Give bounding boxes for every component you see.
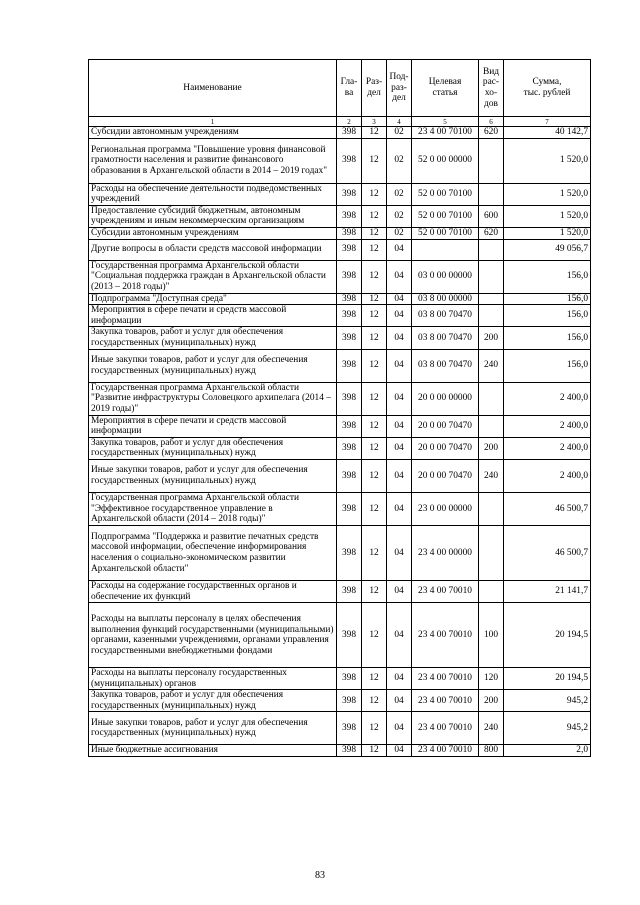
table-row <box>89 138 591 183</box>
cell-amount: 21 141,7 <box>504 580 591 602</box>
cell-target-article: 03 8 00 00000 <box>412 293 479 305</box>
cell-razdel: 12 <box>362 205 387 227</box>
cell-amount: 46 500,7 <box>504 525 591 580</box>
cell-name: Субсидии автономным учреждениям <box>89 127 337 139</box>
column-number-row <box>89 117 591 127</box>
cell-amount: 20 194,5 <box>504 603 591 668</box>
cell-target-article: 20 0 00 70470 <box>412 437 479 459</box>
cell-podrazdel: 04 <box>387 459 412 492</box>
cell-razdel: 12 <box>362 525 387 580</box>
header-razdel: Раз- дел <box>362 60 387 117</box>
cell-target-article: 20 0 00 70470 <box>412 415 479 437</box>
cell-glava: 398 <box>337 327 362 349</box>
table-row <box>89 127 591 139</box>
table-row <box>89 382 591 415</box>
cell-podrazdel: 04 <box>387 415 412 437</box>
cell-name: Другие вопросы в области средств массовой информации <box>89 239 337 260</box>
cell-expense-type: 620 <box>479 127 504 139</box>
cell-amount: 156,0 <box>504 293 591 305</box>
cell-glava: 398 <box>337 525 362 580</box>
cell-podrazdel: 02 <box>387 227 412 239</box>
cell-glava: 398 <box>337 183 362 205</box>
cell-expense-type <box>479 580 504 602</box>
cell-amount: 1 520,0 <box>504 227 591 239</box>
cell-razdel: 12 <box>362 690 387 712</box>
table-row <box>89 349 591 382</box>
cell-amount: 49 056,7 <box>504 239 591 260</box>
cell-expense-type <box>479 525 504 580</box>
cell-name: Государственная программа Архангельской области "Развитие инфраструктуры Соловецкого архипелага (2014 – 2019 годы)" <box>89 382 337 415</box>
cell-podrazdel: 04 <box>387 603 412 668</box>
cell-expense-type: 620 <box>479 227 504 239</box>
cell-podrazdel: 04 <box>387 492 412 525</box>
cell-target-article: 03 8 00 70470 <box>412 349 479 382</box>
cell-amount: 1 520,0 <box>504 183 591 205</box>
cell-expense-type <box>479 183 504 205</box>
table-row <box>89 227 591 239</box>
cell-razdel: 12 <box>362 745 387 757</box>
table-row <box>89 305 591 327</box>
cell-name: Закупка товаров, работ и услуг для обеспечения государственных (муниципальных) нужд <box>89 437 337 459</box>
cell-name: Иные закупки товаров, работ и услуг для обеспечения государственных (муниципальных) нужд <box>89 459 337 492</box>
cell-podrazdel: 02 <box>387 205 412 227</box>
cell-glava: 398 <box>337 580 362 602</box>
cell-expense-type <box>479 138 504 183</box>
cell-glava: 398 <box>337 205 362 227</box>
cell-razdel: 12 <box>362 580 387 602</box>
table-row <box>89 580 591 602</box>
cell-glava: 398 <box>337 349 362 382</box>
cell-expense-type: 800 <box>479 745 504 757</box>
cell-glava: 398 <box>337 690 362 712</box>
cell-name: Мероприятия в сфере печати и средств массовой информации <box>89 305 337 327</box>
cell-razdel: 12 <box>362 712 387 745</box>
cell-amount: 156,0 <box>504 327 591 349</box>
cell-name: Закупка товаров, работ и услуг для обеспечения государственных (муниципальных) нужд <box>89 327 337 349</box>
cell-amount: 945,2 <box>504 712 591 745</box>
cell-podrazdel: 04 <box>387 712 412 745</box>
cell-podrazdel: 04 <box>387 668 412 690</box>
table-row <box>89 260 591 293</box>
cell-expense-type: 600 <box>479 205 504 227</box>
cell-target-article: 52 0 00 00000 <box>412 138 479 183</box>
cell-name: Государственная программа Архангельской области "Эффективное государственное управление в Архангельской области (2014 – 2018 годы)" <box>89 492 337 525</box>
cell-name: Расходы на выплаты персоналу в целях обеспечения выполнения функций государственными (муниципальными) органами, казенными учреждениями, органами управления государственными внебюджетными фондами <box>89 603 337 668</box>
header-target-article: Целевая статья <box>412 60 479 117</box>
cell-target-article: 20 0 00 00000 <box>412 382 479 415</box>
cell-name: Субсидии автономным учреждениям <box>89 227 337 239</box>
cell-glava: 398 <box>337 127 362 139</box>
cell-razdel: 12 <box>362 183 387 205</box>
cell-podrazdel: 02 <box>387 138 412 183</box>
table-row <box>89 603 591 668</box>
cell-amount: 40 142,7 <box>504 127 591 139</box>
cell-amount: 945,2 <box>504 690 591 712</box>
table-row <box>89 415 591 437</box>
cell-podrazdel: 04 <box>387 260 412 293</box>
cell-expense-type <box>479 382 504 415</box>
cell-razdel: 12 <box>362 492 387 525</box>
cell-amount: 1 520,0 <box>504 138 591 183</box>
cell-amount: 2 400,0 <box>504 415 591 437</box>
table-row <box>89 668 591 690</box>
cell-expense-type: 200 <box>479 327 504 349</box>
header-name: Наименование <box>89 60 337 117</box>
cell-expense-type: 200 <box>479 690 504 712</box>
cell-amount: 2 400,0 <box>504 382 591 415</box>
table-row <box>89 492 591 525</box>
cell-target-article: 23 4 00 70010 <box>412 712 479 745</box>
cell-amount: 2,0 <box>504 745 591 757</box>
cell-target-article: 20 0 00 70470 <box>412 459 479 492</box>
cell-name: Расходы на выплаты персоналу государственных (муниципальных) органов <box>89 668 337 690</box>
cell-name: Мероприятия в сфере печати и средств массовой информации <box>89 415 337 437</box>
table-row <box>89 183 591 205</box>
table-row <box>89 205 591 227</box>
cell-glava: 398 <box>337 260 362 293</box>
column-number: 7 <box>504 117 591 127</box>
budget-sheet <box>88 59 590 757</box>
cell-glava: 398 <box>337 603 362 668</box>
cell-name: Расходы на содержание государственных органов и обеспечение их функций <box>89 580 337 602</box>
table-row <box>89 745 591 757</box>
cell-target-article: 23 4 00 70100 <box>412 127 479 139</box>
cell-name: Региональная программа "Повышение уровня финансовой грамотности населения и развитие финансового образования в Архангельской области в 2014 – 2019 годах" <box>89 138 337 183</box>
cell-glava: 398 <box>337 227 362 239</box>
cell-glava: 398 <box>337 293 362 305</box>
cell-glava: 398 <box>337 239 362 260</box>
column-number: 2 <box>337 117 362 127</box>
cell-glava: 398 <box>337 712 362 745</box>
cell-glava: 398 <box>337 382 362 415</box>
cell-target-article: 23 4 00 70010 <box>412 668 479 690</box>
budget-table <box>88 59 591 757</box>
cell-expense-type: 100 <box>479 603 504 668</box>
cell-target-article: 52 0 00 70100 <box>412 205 479 227</box>
cell-amount: 46 500,7 <box>504 492 591 525</box>
cell-expense-type <box>479 260 504 293</box>
cell-podrazdel: 04 <box>387 437 412 459</box>
header-expense-type: Вид рас- хо- дов <box>479 60 504 117</box>
cell-amount: 1 520,0 <box>504 205 591 227</box>
cell-amount: 2 400,0 <box>504 437 591 459</box>
cell-podrazdel: 02 <box>387 127 412 139</box>
cell-target-article: 52 0 00 70100 <box>412 183 479 205</box>
cell-expense-type: 120 <box>479 668 504 690</box>
cell-razdel: 12 <box>362 382 387 415</box>
cell-razdel: 12 <box>362 603 387 668</box>
table-row <box>89 459 591 492</box>
cell-target-article: 03 8 00 70470 <box>412 305 479 327</box>
table-row <box>89 525 591 580</box>
cell-razdel: 12 <box>362 459 387 492</box>
cell-name: Закупка товаров, работ и услуг для обеспечения государственных (муниципальных) нужд <box>89 690 337 712</box>
cell-glava: 398 <box>337 415 362 437</box>
cell-name: Подпрограмма "Доступная среда" <box>89 293 337 305</box>
table-row <box>89 690 591 712</box>
cell-expense-type <box>479 305 504 327</box>
cell-target-article: 23 0 00 00000 <box>412 492 479 525</box>
cell-podrazdel: 04 <box>387 305 412 327</box>
table-row <box>89 239 591 260</box>
cell-target-article: 23 4 00 70010 <box>412 745 479 757</box>
cell-target-article: 23 4 00 70010 <box>412 690 479 712</box>
cell-name: Подпрограмма "Поддержка и развитие печатных средств массовой информации, обеспечение информирования населения о социально-экономическом развитии Архангельской области" <box>89 525 337 580</box>
cell-expense-type <box>479 293 504 305</box>
cell-glava: 398 <box>337 459 362 492</box>
cell-name: Иные бюджетные ассигнования <box>89 745 337 757</box>
cell-razdel: 12 <box>362 127 387 139</box>
cell-glava: 398 <box>337 668 362 690</box>
cell-glava: 398 <box>337 492 362 525</box>
cell-target-article <box>412 239 479 260</box>
cell-razdel: 12 <box>362 138 387 183</box>
header-podrazdel: Под- раз- дел <box>387 60 412 117</box>
cell-amount: 2 400,0 <box>504 459 591 492</box>
cell-razdel: 12 <box>362 293 387 305</box>
column-number: 5 <box>412 117 479 127</box>
cell-podrazdel: 04 <box>387 580 412 602</box>
cell-razdel: 12 <box>362 668 387 690</box>
cell-expense-type: 240 <box>479 349 504 382</box>
column-number: 6 <box>479 117 504 127</box>
cell-expense-type: 240 <box>479 712 504 745</box>
cell-podrazdel: 02 <box>387 183 412 205</box>
cell-podrazdel: 04 <box>387 349 412 382</box>
cell-razdel: 12 <box>362 239 387 260</box>
cell-name: Иные закупки товаров, работ и услуг для обеспечения государственных (муниципальных) нужд <box>89 349 337 382</box>
cell-expense-type <box>479 239 504 260</box>
cell-podrazdel: 04 <box>387 382 412 415</box>
header-amount: Сумма, тыс. рублей <box>504 60 591 117</box>
cell-glava: 398 <box>337 138 362 183</box>
table-row <box>89 293 591 305</box>
cell-target-article: 52 0 00 70100 <box>412 227 479 239</box>
page-number: 83 <box>315 870 325 881</box>
table-row <box>89 712 591 745</box>
cell-razdel: 12 <box>362 227 387 239</box>
cell-razdel: 12 <box>362 437 387 459</box>
cell-expense-type: 240 <box>479 459 504 492</box>
cell-podrazdel: 04 <box>387 690 412 712</box>
cell-target-article: 03 0 00 00000 <box>412 260 479 293</box>
cell-glava: 398 <box>337 437 362 459</box>
column-number: 4 <box>387 117 412 127</box>
cell-podrazdel: 04 <box>387 293 412 305</box>
header-glava: Гла- ва <box>337 60 362 117</box>
cell-amount: 20 194,5 <box>504 668 591 690</box>
cell-glava: 398 <box>337 745 362 757</box>
cell-podrazdel: 04 <box>387 745 412 757</box>
cell-name: Предоставление субсидий бюджетным, автономным учреждениям и иным некоммерческим организациям <box>89 205 337 227</box>
cell-name: Расходы на обеспечение деятельности подведомственных учреждений <box>89 183 337 205</box>
cell-name: Государственная программа Архангельской области "Социальная поддержка граждан в Архангельской области (2013 – 2018 годы)" <box>89 260 337 293</box>
cell-podrazdel: 04 <box>387 327 412 349</box>
column-number: 1 <box>89 117 337 127</box>
cell-target-article: 03 8 00 70470 <box>412 327 479 349</box>
cell-razdel: 12 <box>362 260 387 293</box>
cell-glava: 398 <box>337 305 362 327</box>
cell-name: Иные закупки товаров, работ и услуг для обеспечения государственных (муниципальных) нужд <box>89 712 337 745</box>
cell-razdel: 12 <box>362 327 387 349</box>
cell-razdel: 12 <box>362 305 387 327</box>
cell-target-article: 23 4 00 70010 <box>412 580 479 602</box>
cell-podrazdel: 04 <box>387 525 412 580</box>
cell-target-article: 23 4 00 70010 <box>412 603 479 668</box>
cell-expense-type <box>479 492 504 525</box>
column-number: 3 <box>362 117 387 127</box>
cell-target-article: 23 4 00 00000 <box>412 525 479 580</box>
header-row <box>89 60 591 117</box>
cell-amount: 156,0 <box>504 260 591 293</box>
cell-razdel: 12 <box>362 349 387 382</box>
cell-amount: 156,0 <box>504 305 591 327</box>
table-row <box>89 437 591 459</box>
cell-amount: 156,0 <box>504 349 591 382</box>
cell-expense-type: 200 <box>479 437 504 459</box>
cell-podrazdel: 04 <box>387 239 412 260</box>
table-row <box>89 327 591 349</box>
cell-razdel: 12 <box>362 415 387 437</box>
cell-expense-type <box>479 415 504 437</box>
